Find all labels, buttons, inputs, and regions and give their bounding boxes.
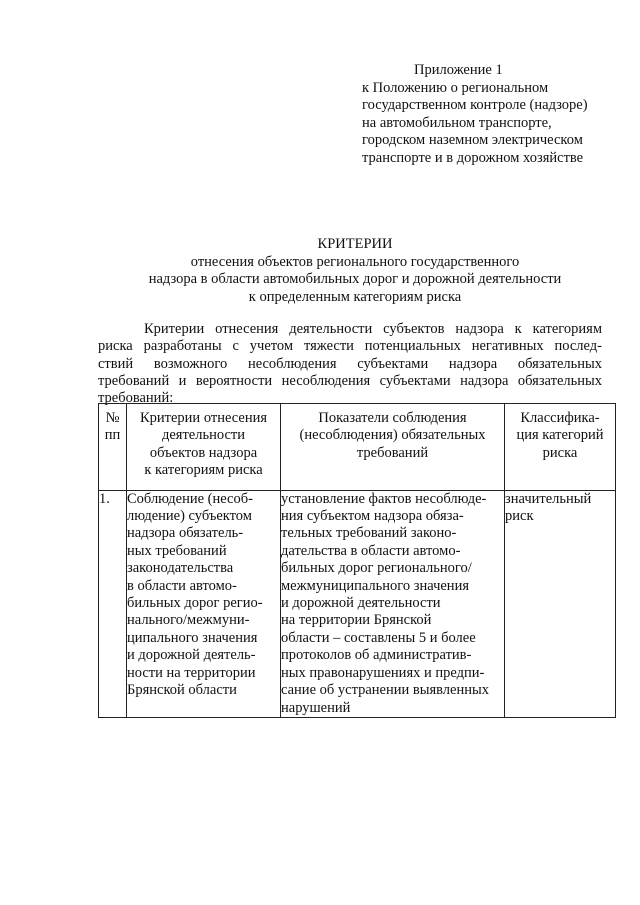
row-classification: значительный риск: [505, 490, 616, 717]
title-heading: КРИТЕРИИ: [317, 236, 393, 252]
criteria-table: [98, 403, 616, 718]
header-classification: Классифика- ция категорий риска: [505, 404, 616, 491]
appendix-line: на автомобильном транспорте,: [362, 114, 552, 131]
table-header-row: [99, 404, 616, 491]
intro-line: ствий возможного несоблюдения субъектами надзора обязательных: [98, 355, 602, 372]
intro-paragraph: [98, 321, 602, 407]
table-row: [99, 490, 616, 717]
title-line: к определенным категориям риска: [248, 288, 462, 305]
title-line: надзора в области автомобильных дорог и дорожной деятельности: [148, 271, 562, 287]
header-indicators: Показатели соблюдения (несоблюдения) обязательных требований: [281, 404, 505, 491]
appendix-line: транспорте и в дорожном хозяйстве: [362, 149, 584, 166]
intro-line: требований и вероятности несоблюдения субъектами надзора обязательных: [98, 372, 602, 389]
appendix-note: [362, 62, 624, 167]
row-indicators: установление фактов несоблюде- ния субъектом надзора обяза- тельных требований законо- дательства в области автомо- бильных дорог регионального/ межмуниципального значения и дорожной деятельности на территории Брянской области – составлены 5 и более протоколов об административ- ных правонарушениях и предпи- сание об устранении выявленных нарушений: [281, 490, 505, 717]
document-title: [90, 236, 620, 306]
intro-line: Критерии отнесения деятельности субъектов надзора к категориям: [144, 321, 602, 337]
row-number: 1.: [99, 490, 127, 717]
appendix-line: к Положению о региональном: [362, 79, 549, 96]
row-criteria: Соблюдение (несоб- людение) субъектом надзора обязатель- ных требований законодательства в области автомо- бильных дорог регио- нального/межмуни- ципального значения и дорожной деятель- ности на территории Брянской области: [127, 490, 281, 717]
appendix-line: городском наземном электрическом: [362, 132, 583, 148]
intro-line: требований:: [98, 390, 174, 407]
title-line: отнесения объектов регионального государственного: [190, 253, 520, 270]
header-num: № пп: [99, 404, 127, 491]
intro-line: риска разработаны с учетом тяжести потенциальных негативных послед-: [98, 338, 602, 355]
appendix-line: государственном контроле (надзоре): [362, 97, 588, 113]
appendix-number: Приложение 1: [414, 62, 503, 78]
header-criteria: Критерии отнесения деятельности объектов надзора к категориям риска: [127, 404, 281, 491]
